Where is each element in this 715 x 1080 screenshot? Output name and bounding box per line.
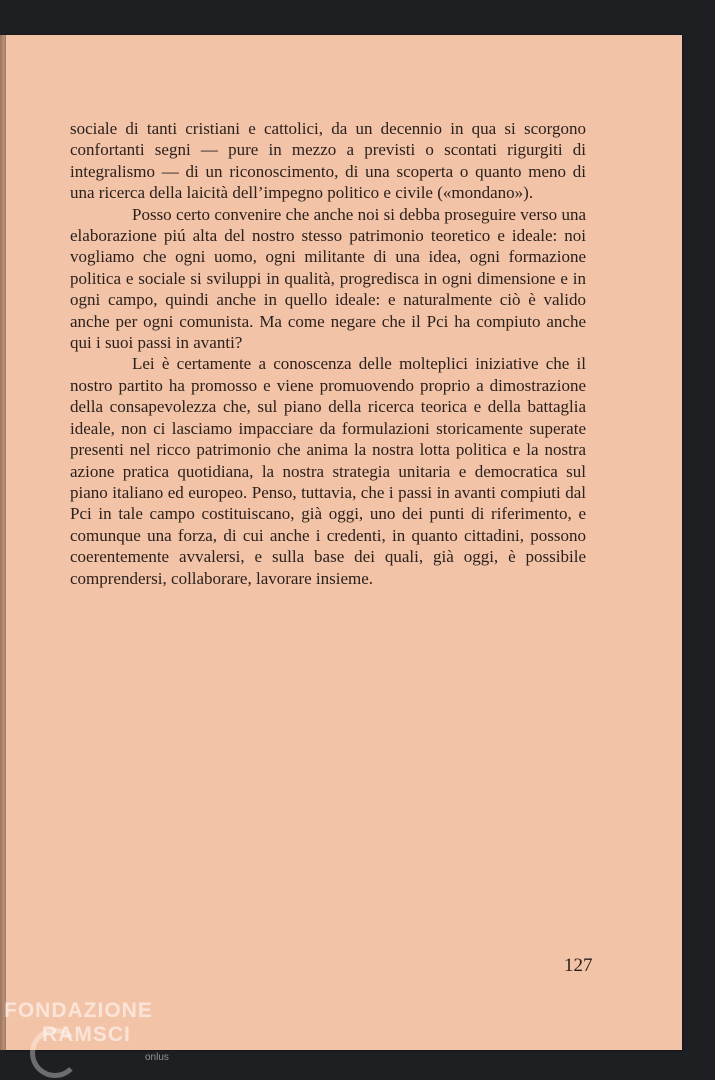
page-number: 127 xyxy=(564,955,593,976)
watermark-onlus: onlus xyxy=(145,1052,169,1063)
paragraph-2: Posso certo convenire che anche noi si debba proseguire verso una elaborazione piú alta del nostro stesso patrimonio teoretico e ideale: noi vogliamo che ogni uomo, ogni militante di una idea, ogni formazione politica e sociale si sviluppi in qualità, progredisca in ogni dimensione e in ogni campo, quindi anche in quello ideale: e naturalmente ciò è valido anche per ogni comunista. Ma come negare che il Pci ha compiuto anche qui i suoi passi in avanti? xyxy=(70,204,586,353)
paragraph-3: Lei è certamente a conoscenza delle molteplici iniziative che il nostro partito ha promosso e viene promuovendo proprio a dimostrazione della consapevolezza che, sul piano della ricerca teorica e della battaglia ideale, non ci lasciamo impacciare da formulazioni storicamente superate presenti nel ricco patrimonio che anima la nostra lotta politica e la nostra azione pratica quotidiana, la nostra strategia unitaria e democratica sul piano italiano ed europeo. Penso, tuttavia, che i passi in avanti compiuti dal Pci in tale campo costituiscano, già oggi, uno dei punti di riferimento, e comunque una forza, di cui anche i credenti, in quanto cittadini, possono coerentemente avvalersi, e sulla base dei quali, già oggi, è possibile comprendersi, collaborare, lavorare insieme. xyxy=(70,354,586,588)
body-text xyxy=(70,118,586,589)
paragraph-1: sociale di tanti cristiani e cattolici, da un decennio in qua si scorgono confortanti segni — pure in mezzo a previsti o scontati rigurgiti di integralismo — di un riconoscimento, di una scoperta o quanto meno di una ricerca della laicità dell’impegno politico e civile («mondano»). xyxy=(70,119,586,203)
watermark xyxy=(4,1000,153,1045)
watermark-line2: RAMSCI xyxy=(42,1023,131,1046)
watermark-line1: FONDAZIONE xyxy=(4,999,153,1022)
